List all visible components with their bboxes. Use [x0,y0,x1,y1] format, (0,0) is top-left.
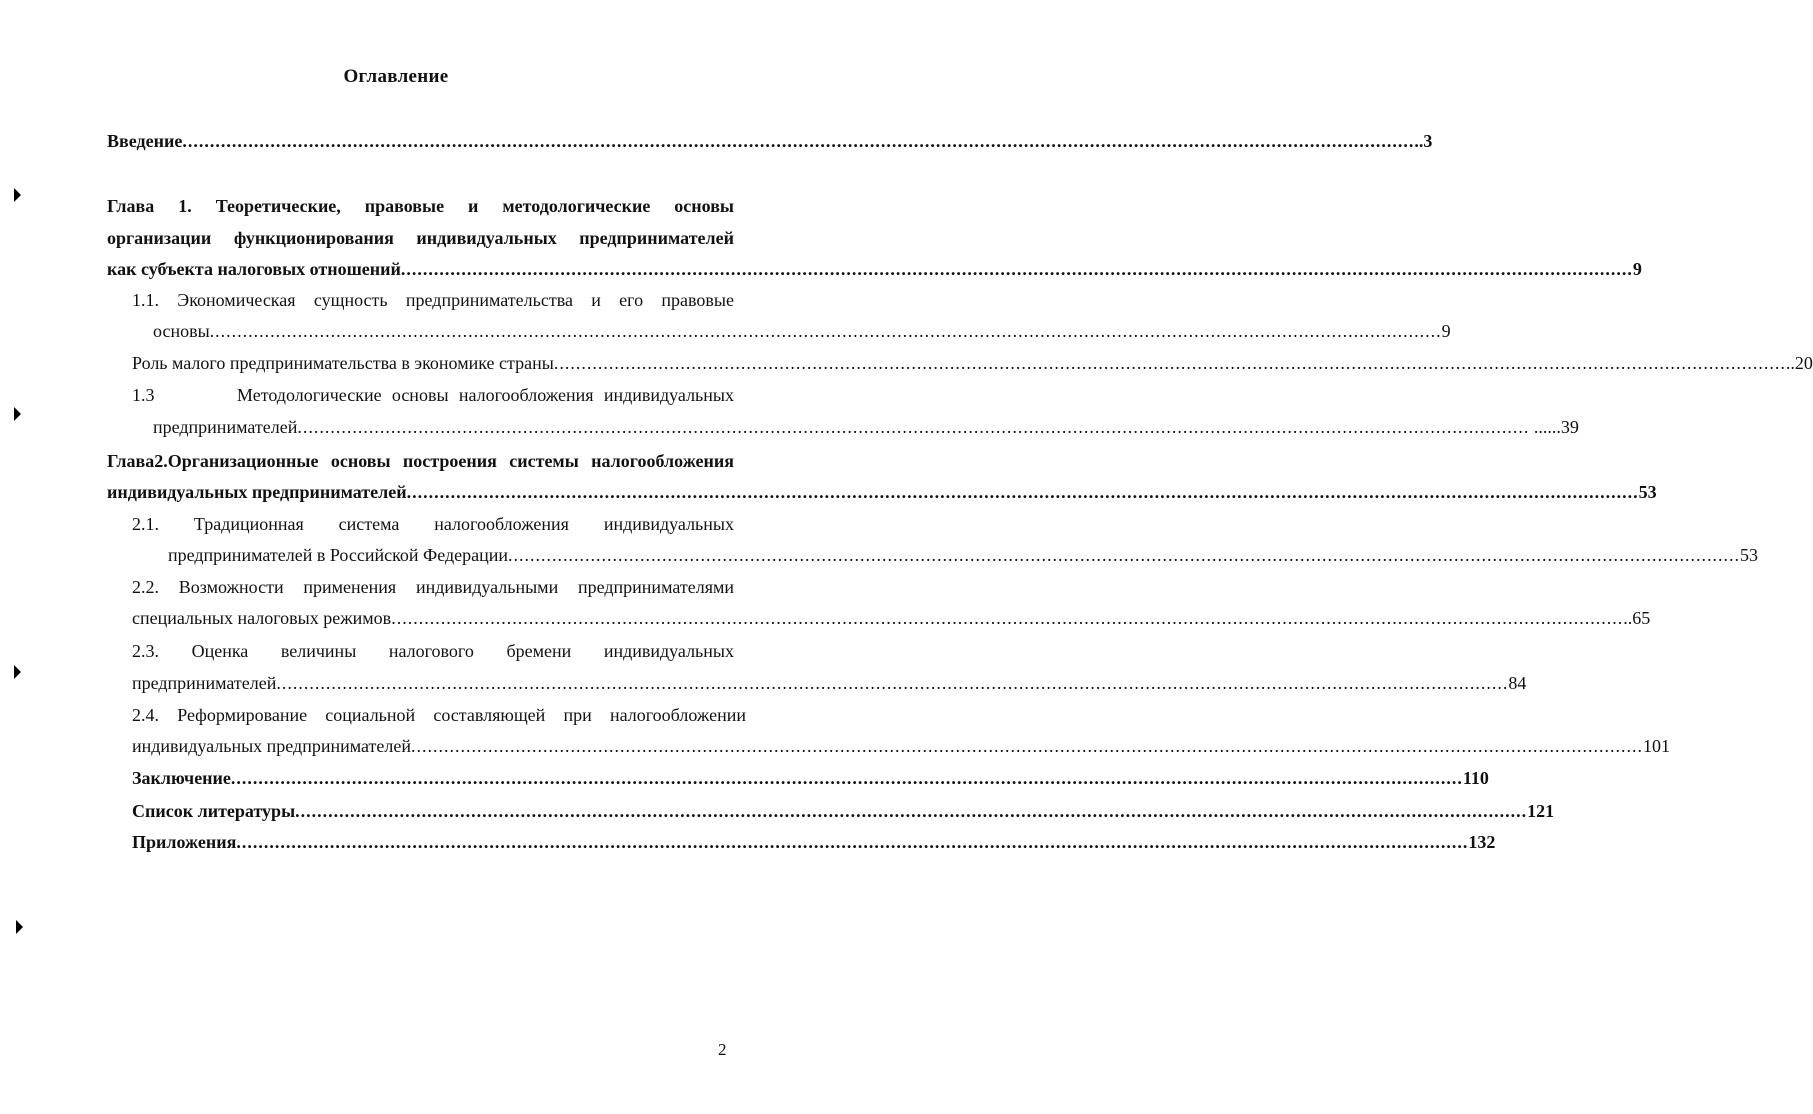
binding-mark-icon [14,407,21,421]
toc-page-number: 84 [1508,673,1527,693]
toc-label: индивидуальных предпринимателей [132,736,411,756]
toc-section-1-1-line2[interactable] [153,320,1451,342]
toc-section-2-4-line1[interactable]: 2.4. Реформирование социальной составляющей при налогообложении [132,705,746,725]
toc-page-number: 132 [1468,832,1496,852]
toc-leader-dots: ................................................................................................................................................................................................................................ [236,832,1469,852]
toc-page-number: ..65 [1623,608,1651,628]
toc-leader-dots: ................................................................................................................................................................................................................................ [406,482,1639,502]
toc-leader-dots: ................................................................................................................................................................................................................................ [553,353,1786,373]
toc-section-1-3-line1[interactable]: 1.3 Методологические основы налогообложения индивидуальных [132,385,734,405]
toc-label: Список литературы [132,801,296,821]
toc-page-number: 121 [1527,801,1555,821]
toc-leader-dots: ................................................................................................................................................................................................................................ [276,673,1509,693]
toc-chapter2-line2[interactable] [107,481,1657,503]
toc-chapter1-line3[interactable] [107,258,1642,280]
toc-section-1-2[interactable] [132,352,1813,374]
binding-mark-icon [16,920,23,934]
toc-section-2-1-line2[interactable] [168,544,1759,566]
toc-label: предпринимателей [132,673,277,693]
toc-page-number: 110 [1462,768,1489,788]
toc-section-2-4-line2[interactable] [132,735,1670,757]
toc-leader-dots: ................................................................................................................................................................................................................................ [297,417,1530,437]
toc-section-1-1-line1[interactable]: 1.1. Экономическая сущность предпринимательства и его правовые [132,290,734,310]
toc-chapter1-line1[interactable]: Глава 1. Теоретические, правовые и методологические основы [107,196,734,216]
toc-section-2-2-line2[interactable] [132,607,1651,629]
toc-leader-dots: ................................................................................................................................................................................................................................ [230,768,1463,788]
toc-entry-references[interactable] [132,800,1555,822]
toc-leader-dots: ................................................................................................................................................................................................................................ [182,131,1415,151]
toc-entry-appendices[interactable] [132,831,1496,853]
toc-section-2-3-line2[interactable] [132,672,1527,694]
toc-section-2-3-line1[interactable]: 2.3. Оценка величины налогового бремени индивидуальных [132,641,734,661]
toc-section-2-2-line1[interactable]: 2.2. Возможности применения индивидуальными предпринимателями [132,577,734,597]
toc-label: Приложения [132,832,237,852]
binding-mark-icon [14,188,21,202]
toc-page-number: 53 [1638,482,1657,502]
toc-page-number: 9 [1632,259,1642,279]
toc-label: Роль малого предпринимательства в экономике страны [132,353,554,373]
toc-leader-dots: ................................................................................................................................................................................................................................ [508,545,1741,565]
toc-label: Заключение [132,768,231,788]
toc-section-1-3-line2[interactable] [153,416,1579,438]
binding-mark-icon [14,665,21,679]
toc-page-number: ..3 [1414,131,1433,151]
toc-leader-dots: ................................................................................................................................................................................................................................ [209,321,1442,341]
toc-page-number: 9 [1441,321,1451,341]
toc-label: предпринимателей [153,417,298,437]
toc-label: специальных налоговых режимов [132,608,392,628]
toc-leader-dots: ................................................................................................................................................................................................................................ [391,608,1624,628]
toc-chapter2-line1[interactable]: Глава2.Организационные основы построения системы налогообложения [107,451,734,471]
toc-chapter1-line2[interactable]: организации функционирования индивидуальных предпринимателей [107,228,734,248]
toc-page-number: ......39 [1529,417,1579,437]
toc-label: Введение [107,131,183,151]
toc-leader-dots: ................................................................................................................................................................................................................................ [295,801,1528,821]
toc-page-number: 101 [1643,736,1670,756]
toc-leader-dots: ................................................................................................................................................................................................................................ [411,736,1643,756]
toc-label: как субъекта налоговых отношений [107,259,401,279]
toc-page-number: ..20 [1785,353,1813,373]
toc-label: индивидуальных предпринимателей [107,482,407,502]
toc-label: основы [153,321,210,341]
toc-section-2-1-line1[interactable]: 2.1. Традиционная система налогообложения индивидуальных [132,514,734,534]
toc-entry-intro[interactable] [107,130,1433,152]
page-number: 2 [718,1040,727,1059]
toc-page-number: 53 [1740,545,1759,565]
page-title: Оглавление [343,66,449,87]
toc-leader-dots: ................................................................................................................................................................................................................................ [400,259,1633,279]
toc-entry-conclusion[interactable] [132,767,1489,789]
toc-label: предпринимателей в Российской Федерации [168,545,509,565]
